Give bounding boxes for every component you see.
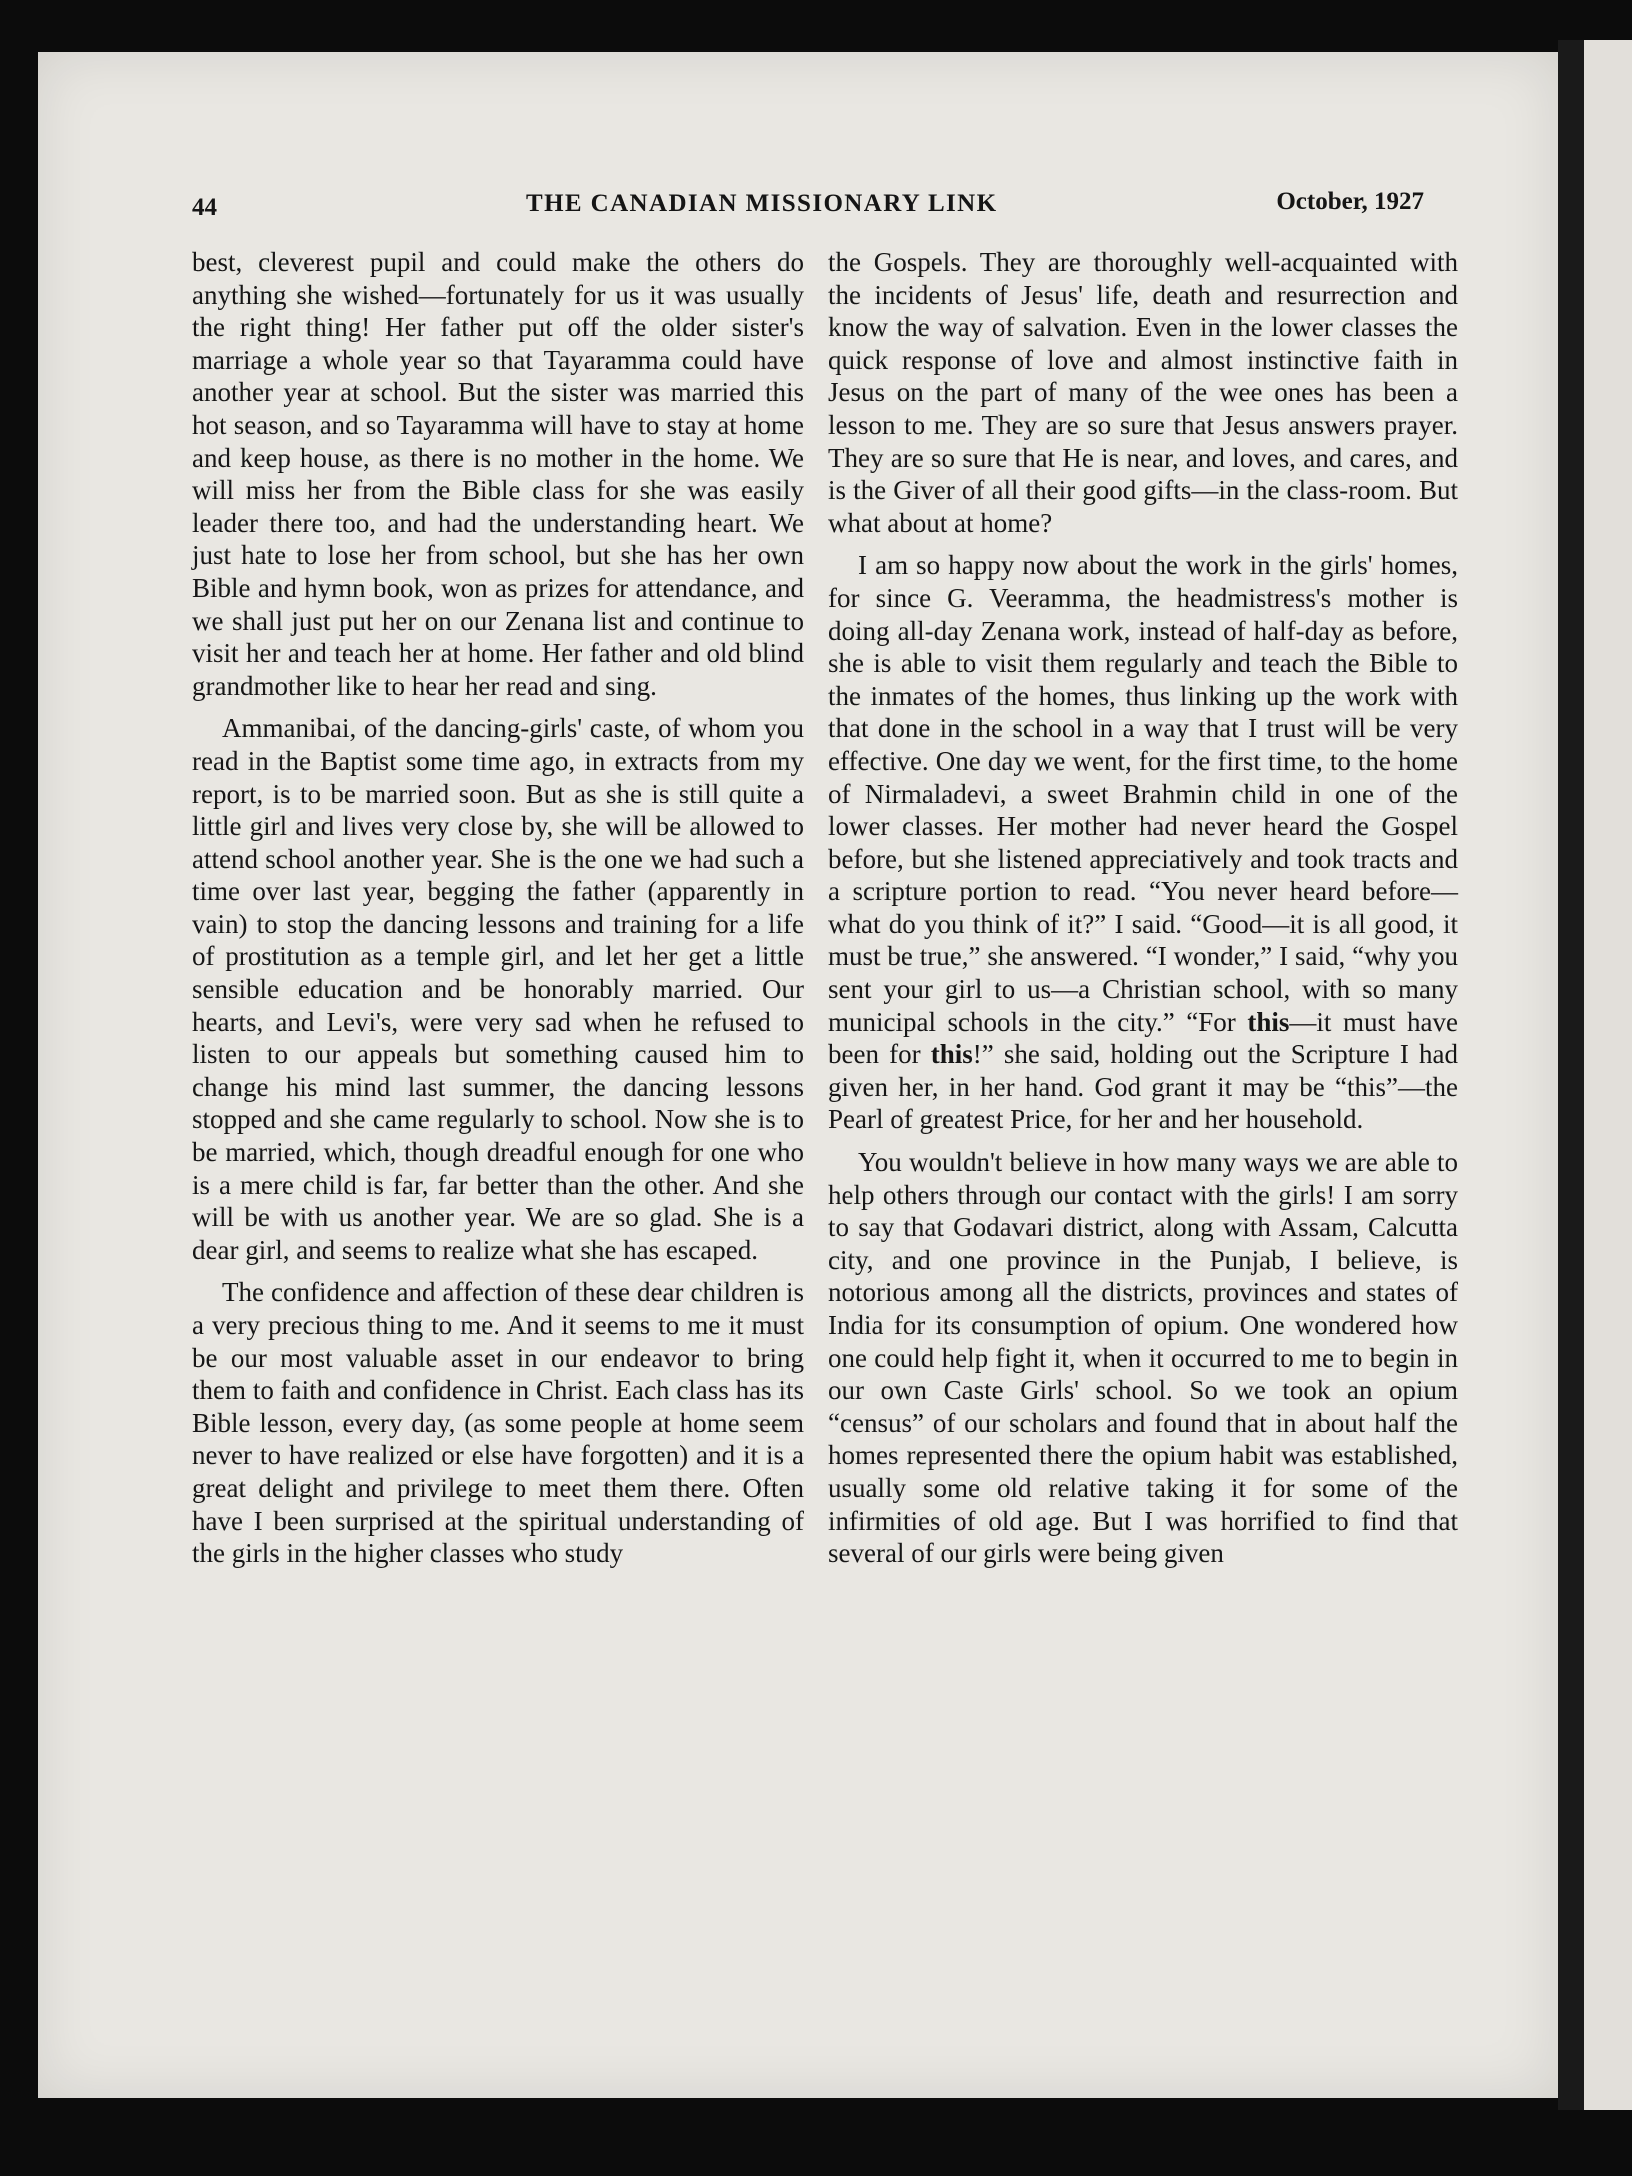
right-paragraph-2 [828,549,1458,1136]
left-paragraph-1: best, cleverest pupil and could make the others do anything she wished—fortunately for us it was usually the right thing! Her father put off the older sister's marriage a whole year so that Tayaramma could have another year at school. But the sister was married this hot season, and so Tayaramma will have to stay at home and keep house, as there is no mother in the home. We will miss her from the Bible class for she was easily leader there too, and had the understanding heart. We just hate to lose her from school, but she has her own Bible and hymn book, won as prizes for attendance, and we shall just put her on our Zenana list and continue to visit her and teach her at home. Her father and old blind grandmother like to hear her read and sing. [192,247,804,701]
page-number: 44 [192,194,217,221]
running-header [150,188,1440,232]
emphasis-this-1: this [1247,1006,1290,1037]
left-paragraph-2: Ammanibai, of the dancing-girls' caste, of whom you read in the Baptist some time ago, in extracts from my report, is to be married soon. But as she is still quite a little girl and lives very close by, she will be allowed to attend school another year. She is the one we had such a time over last year, begging the father (apparently in vain) to stop the dancing lessons and training for a life of prostitution as a temple girl, and let her get a little sensible education and be honorably married. Our hearts, and Levi's, were very sad when he refused to listen to our appeals but something caused him to change his mind last summer, the dancing lessons stopped and she came regularly to school. Now she is to be married, which, though dreadful enough for one who is a mere child is far, far better than the other. And she will be with us another year. We are so glad. She is a dear girl, and seems to realize what she has escaped. [192,713,804,1265]
right-paragraph-2-text-b: —it must have been for [828,1006,1458,1070]
emphasis-this-2: this [930,1039,973,1070]
issue-date: October, 1927 [1276,188,1424,215]
right-paragraph-2-text-c: !” she said, holding out the Scripture I had given her, in her hand. God grant it may be “this”—the Pearl of greatest Price, for her and her household. [828,1039,1458,1135]
left-column [192,246,804,1580]
publication-title: THE CANADIAN MISSIONARY LINK [526,190,998,217]
right-paragraph-1: the Gospels. They are thoroughly well-acquainted with the incidents of Jesus' life, death and resurrection and know the way of salvation. Even in the lower classes the quick response of love and almost instinctive faith in Jesus on the part of many of the wee ones has been a lesson to me. They are so sure that Jesus answers prayer. They are so sure that He is near, and loves, and cares, and is the Giver of all their good gifts—in the class-room. But what about at home? [828,247,1458,538]
page-gutter [1558,40,1584,2110]
right-column [828,246,1458,1580]
left-paragraph-3: The confidence and affection of these dear children is a very precious thing to me. And it seems to me it must be our most valuable asset in our endeavor to bring them to faith and confidence in Christ. Each class has its Bible lesson, every day, (as some people at home seem never to have realized or else have forgotten) and it is a great delight and privilege to meet them there. Often have I been surprised at the spiritual understanding of the girls in the higher classes who study [192,1277,804,1569]
adjacent-page-edge [1584,40,1632,2110]
right-paragraph-3: You wouldn't believe in how many ways we are able to help others through our contact with the girls! I am sorry to say that Godavari district, along with Assam, Calcutta city, and one province in the Punjab, I believe, is notorious among all the districts, provinces and states of India for its consumption of opium. One wondered how one could help fight it, when it occurred to me to begin in our own Caste Girls' school. So we took an opium “census” of our scholars and found that in about half the homes represented there the opium habit was established, usually some old relative taking it for some of the infirmities of old age. But I was horrified to find that several of our girls were being given [828,1147,1458,1569]
right-paragraph-2-text-a: I am so happy now about the work in the girls' homes, for since G. Veeramma, the headmistress's mother is doing all-day Zenana work, instead of half-day as before, she is able to visit them regularly and teach the Bible to the inmates of the homes, thus linking up the work with that done in the school in a way that I trust will be very effective. One day we went, for the first time, to the home of Nirmaladevi, a sweet Brahmin child in one of the lower classes. Her mother had never heard the Gospel before, but she listened appreciatively and took tracts and a scripture portion to read. “You never heard before—what do you think of it?” I said. “Good—it is all good, it must be true,” she answered. “I wonder,” I said, “why you sent your girl to us—a Christian school, with so many municipal schools in the city.” “For [828,550,1458,1037]
